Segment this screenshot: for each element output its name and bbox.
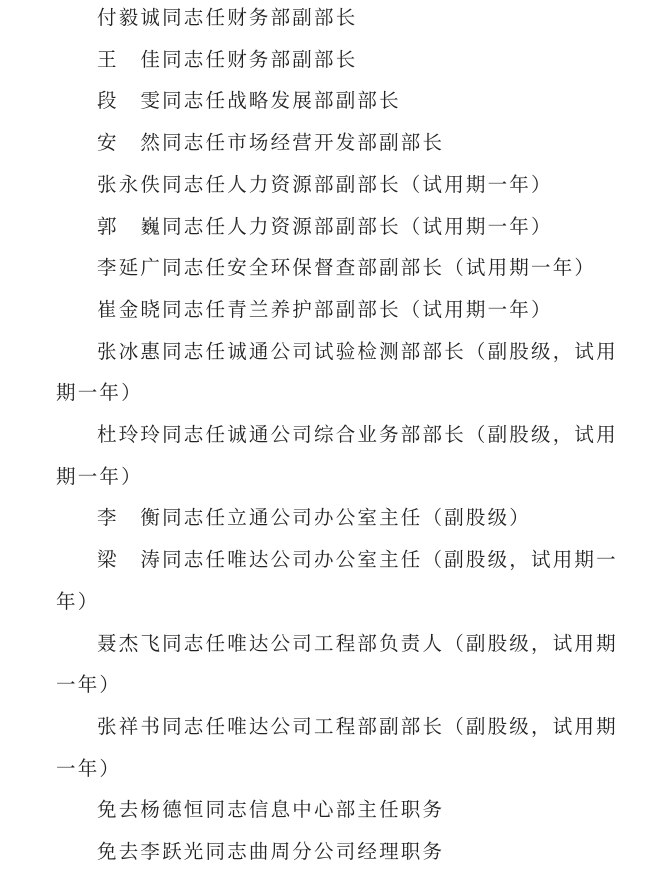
appointment-paragraph: 聂杰飞同志任唯达公司工程部负责人（副股级，试用期一年） bbox=[56, 631, 618, 697]
appointment-paragraph: 段 雯同志任战略发展部副部长 bbox=[97, 89, 401, 113]
appointment-paragraph: 梁 涛同志任唯达公司办公室主任（副股级，试用期一年） bbox=[56, 548, 618, 613]
appointment-paragraph: 郭 巍同志任人力资源部副部长（试用期一年） bbox=[97, 214, 553, 238]
dismissal-paragraph: 免去李跃光同志曲周分公司经理职务 bbox=[97, 840, 445, 864]
appointment-paragraph: 付毅诚同志任财务部副部长 bbox=[97, 6, 358, 29]
appointment-paragraph: 安 然同志任市场经营开发部副部长 bbox=[97, 131, 445, 155]
appointment-paragraph: 王 佳同志任财务部副部长 bbox=[97, 47, 358, 71]
appointment-paragraph: 李延广同志任安全环保督查部副部长（试用期一年） bbox=[97, 256, 597, 280]
appointment-paragraph: 张冰惠同志任诚通公司试验检测部部长（副股级，试用期一年） bbox=[56, 339, 618, 405]
appointment-paragraph: 张祥书同志任唯达公司工程部副部长（副股级，试用期一年） bbox=[56, 714, 618, 780]
appointment-paragraph: 李 衡同志任立通公司办公室主任（副股级） bbox=[97, 506, 532, 530]
appointment-paragraph: 杜玲玲同志任诚通公司综合业务部部长（副股级，试用期一年） bbox=[56, 423, 618, 488]
appointment-paragraph: 崔金晓同志任青兰养护部副部长（试用期一年） bbox=[97, 297, 553, 321]
appointment-paragraph: 张永佚同志任人力资源部副部长（试用期一年） bbox=[97, 172, 553, 196]
dismissal-paragraph: 免去杨德恒同志信息中心部主任职务 bbox=[97, 798, 445, 822]
